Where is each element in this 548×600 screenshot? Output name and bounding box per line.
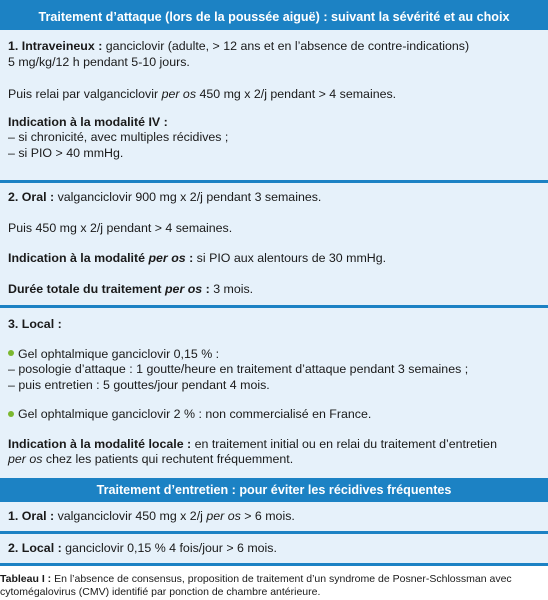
caption-text1: En l’absence de consensus, proposition de traitement d’un syndrome de Posner-Schlossman avec xyxy=(51,573,512,585)
maint-oral-title: 1. Oral : xyxy=(8,509,55,523)
bullet-icon xyxy=(8,411,14,417)
iv-title: 1. Intraveineux : xyxy=(8,39,103,53)
section-local xyxy=(0,308,548,478)
oral-line1 xyxy=(8,190,540,206)
section-oral xyxy=(0,183,548,305)
maint-oral-b: per os xyxy=(206,509,241,523)
attack-treatment-header xyxy=(0,0,548,30)
iv-line2: 5 mg/kg/12 h pendant 5-10 jours. xyxy=(8,54,190,69)
local-ind-l2b: chez les patients qui rechutent fréquemment. xyxy=(42,452,294,466)
section-maintenance-local xyxy=(0,534,548,563)
iv-relay xyxy=(8,87,540,103)
iv-indication-1: – si chronicité, avec multiples récidives ; xyxy=(8,130,229,144)
iv-relay-c: 450 mg x 2/j pendant > 4 semaines. xyxy=(196,87,397,101)
caption-line2: cytomégalovirus (CMV) identifié par ponction de chambre antérieure. xyxy=(0,586,321,598)
local-indication-l2 xyxy=(8,452,540,468)
section-intravenous xyxy=(0,30,548,180)
bullet-icon xyxy=(8,350,14,356)
maint-oral-c: > 6 mois. xyxy=(240,509,295,523)
maint-local-text: ganciclovir 0,15 % 4 fois/jour > 6 mois. xyxy=(61,541,277,555)
oral-dur-b: per os xyxy=(164,281,203,296)
local-gel1-l1: – posologie d’attaque : 1 goutte/heure en traitement d’attaque pendant 3 semaines ; xyxy=(8,362,469,376)
iv-indication-title-text: Indication à la modalité IV : xyxy=(8,114,168,129)
maint-oral-a: valganciclovir 450 mg x 2/j xyxy=(54,509,207,523)
local-title-line xyxy=(8,317,540,333)
iv-relay-b: per os xyxy=(161,87,197,101)
local-gel2 xyxy=(8,407,540,423)
local-ind-text: en traitement initial ou en relai du traitement d’entretien xyxy=(191,436,497,451)
oral-text: valganciclovir 900 mg x 2/j pendant 3 semaines. xyxy=(54,190,322,204)
oral-title: 2. Oral : xyxy=(8,190,55,204)
oral-ind-b: per os xyxy=(148,251,186,265)
iv-text: ganciclovir (adulte, > 12 ans et en l’absence de contre-indications) xyxy=(102,39,470,53)
maint-local-line xyxy=(8,534,540,563)
local-title: 3. Local : xyxy=(8,317,62,331)
table-caption xyxy=(0,573,548,599)
local-gel1 xyxy=(8,347,540,363)
oral-ind-text: si PIO aux alentours de 30 mmHg. xyxy=(193,251,387,265)
maintenance-treatment-header-text: Traitement d’entretien : pour éviter les récidives fréquentes xyxy=(96,483,452,497)
local-gel2-text: Gel ophtalmique ganciclovir 2 % : non commercialisé en France. xyxy=(18,407,372,421)
oral-duration xyxy=(8,282,540,298)
maint-local-title: 2. Local : xyxy=(8,541,62,555)
local-ind-title: Indication à la modalité locale : xyxy=(8,436,192,451)
table-bottom-border xyxy=(0,563,548,566)
local-gel1-l2: – puis entretien : 5 gouttes/jour pendant 4 mois. xyxy=(8,377,270,392)
caption-line1 xyxy=(0,573,548,586)
oral-dur-text: 3 mois. xyxy=(209,281,254,296)
oral-indication xyxy=(8,251,540,267)
oral-line2: Puis 450 mg x 2/j pendant > 4 semaines. xyxy=(8,220,233,235)
iv-indication-title xyxy=(8,115,540,131)
iv-indication-2: – si PIO > 40 mmHg. xyxy=(8,145,124,160)
oral-dur-c: : xyxy=(202,281,210,296)
oral-ind-a: Indication à la modalité xyxy=(8,251,149,265)
oral-dur-a: Durée totale du traitement xyxy=(8,281,165,296)
oral-ind-c: : xyxy=(185,251,194,265)
iv-relay-a: Puis relai par valganciclovir xyxy=(8,87,162,101)
local-indication xyxy=(8,437,540,453)
caption-label: Tableau I : xyxy=(0,573,52,585)
section-maintenance-oral xyxy=(0,502,548,531)
maintenance-treatment-header xyxy=(0,478,548,502)
local-gel1-text: Gel ophtalmique ganciclovir 0,15 % : xyxy=(18,346,220,361)
local-ind-l2a: per os xyxy=(8,452,43,466)
maint-oral-line xyxy=(8,502,540,531)
iv-line1 xyxy=(8,39,540,55)
attack-treatment-header-text: Traitement d’attaque (lors de la poussée aiguë) : suivant la sévérité et au choix xyxy=(38,10,510,24)
